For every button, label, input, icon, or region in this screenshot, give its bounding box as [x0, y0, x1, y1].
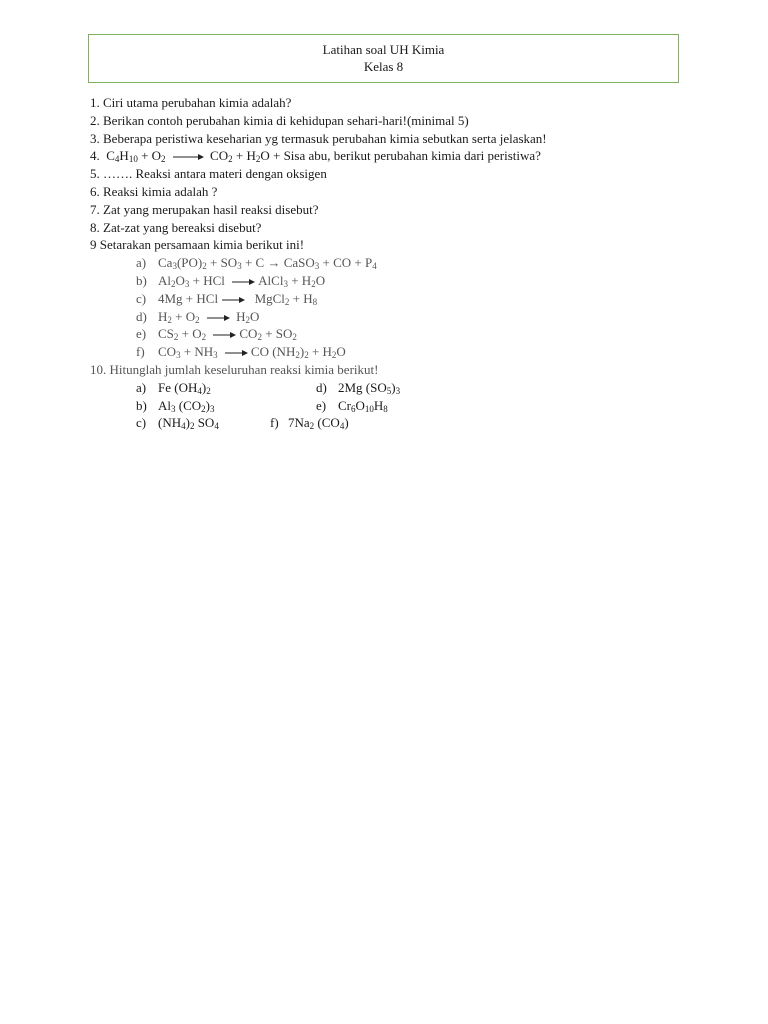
- arrow-icon: [205, 314, 231, 322]
- compound-e: e) $Cr_6O_{10}H_8$: [316, 397, 388, 414]
- question-3: 3. Beberapa peristiwa keseharian yg termasuk perubahan kimia sebutkan serta jelaskan!: [90, 130, 547, 146]
- arrow-icon: [220, 296, 246, 304]
- equation-c: c) 4Mg + HCl MgCl$_2$ + $H_8$: [136, 290, 318, 307]
- question-list: [90, 94, 690, 432]
- compound-d: d) 2Mg $(SO_5)_3$: [316, 379, 401, 396]
- compound-b: b) $Al_3$ $(CO_2)_3$: [136, 397, 215, 414]
- equation-a: a) $Ca_3(PO)_2 + SO_3 + C$ → CaSO$_3$ + CO + $P_4$: [136, 255, 377, 272]
- question-4-tail: + Sisa abu, berikut perubahan kimia dari peristiwa?: [272, 148, 541, 164]
- question-2: 2. Berikan contoh perubahan kimia di kehidupan sehari-hari!(minimal 5): [90, 112, 469, 128]
- equation-b: b) $Al_2O_3$ + HCl AlCl$_3$ + $H_2O$: [136, 272, 326, 289]
- document-title: Latihan soal UH Kimia: [322, 42, 445, 57]
- document-subtitle: Kelas 8: [363, 59, 404, 74]
- question-4-number: 4.: [90, 148, 100, 164]
- question-9: 9 Setarakan persamaan kimia berikut ini!: [90, 237, 305, 253]
- title-box: [88, 34, 679, 83]
- question-6: 6. Reaksi kimia adalah ?: [90, 183, 218, 199]
- compound-a: a) Fe $(OH_4)_2$: [136, 379, 211, 396]
- question-8: 8. Zat-zat yang bereaksi disebut?: [90, 219, 262, 235]
- compound-row-3: [90, 414, 690, 432]
- question-7: 7. Zat yang merupakan hasil reaksi disebut?: [90, 201, 319, 217]
- arrow-icon: [211, 331, 237, 339]
- arrow-icon: [223, 349, 249, 357]
- arrow-icon: [171, 153, 205, 161]
- question-1: 1. Ciri utama perubahan kimia adalah?: [90, 95, 292, 110]
- question-10: 10. Hitunglah jumlah keseluruhan reaksi kimia berikut!: [90, 361, 379, 377]
- arrow-icon: [230, 278, 256, 286]
- question-4: 4. $C_4H_{10} + O_2$ $CO_2 + H_2O$ + Sisa abu, berikut perubahan kimia dari peristiwa?: [90, 148, 541, 165]
- equation-e: e) $CS_2 + O_2$ $CO_2 + SO_2$: [136, 326, 297, 343]
- equation-d: d) $H_2 + O_2$ $H_2O$: [136, 308, 260, 325]
- compound-f: f) $7Na_2$ $(CO_4)$: [270, 415, 349, 432]
- compound-row-2: [90, 397, 690, 415]
- question-5: 5. ……. Reaksi antara materi dengan oksigen: [90, 166, 327, 182]
- compound-row-1: [90, 379, 690, 397]
- compound-c: c) $(NH_4)_2$ $SO_4$: [136, 415, 219, 432]
- equation-f: f) $CO_3 + NH_3$ CO $(NH_2)_2 + H_2O$: [136, 344, 346, 361]
